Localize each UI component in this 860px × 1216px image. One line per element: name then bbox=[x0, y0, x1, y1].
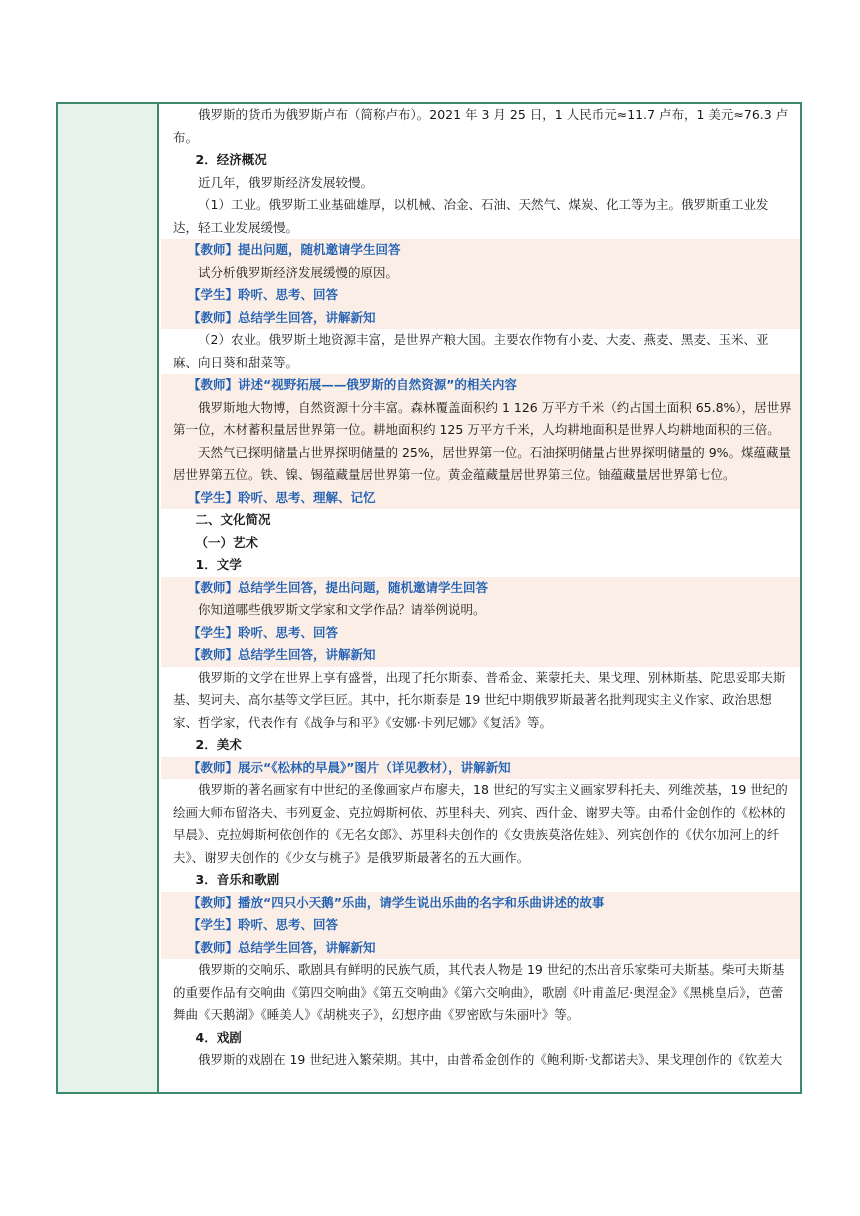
paragraph: 近几年，俄罗斯经济发展较慢。 bbox=[198, 174, 374, 190]
content-cell bbox=[161, 104, 800, 1092]
section-heading: 2．经济概况 bbox=[195, 152, 267, 167]
section-heading: 二、文化简况 bbox=[195, 512, 271, 527]
section-heading: （一）艺术 bbox=[195, 534, 259, 550]
section-heading: 2．美术 bbox=[195, 737, 242, 752]
left-column-cell bbox=[58, 104, 159, 1092]
paragraph: （2）农业。俄罗斯土地资源丰富，是世界产粮大国。主要农作物有小麦、大麦、燕麦、黑麦、玉米、亚麻、向日葵和甜菜等。 bbox=[173, 332, 769, 370]
section-heading: 1．文学 bbox=[195, 557, 242, 572]
teacher-note: 【学生】聆听、思考、回答 bbox=[161, 622, 800, 645]
teacher-note: 【教师】提出问题，随机邀请学生回答 bbox=[161, 239, 800, 262]
teacher-note: 【学生】聆听、思考、回答 bbox=[161, 914, 800, 937]
paragraph: 俄罗斯的交响乐、歌剧具有鲜明的民族气质，其代表人物是 19 世纪的杰出音乐家柴可夫斯基。柴可夫斯基的重要作品有交响曲《第四交响曲》《第五交响曲》《第六交响曲》，歌剧《叶甫盖尼·奥涅金》《黑桃皇后》，芭蕾舞曲《天鹅湖》《睡美人》《胡桃夹子》，幻想序曲《罗密欧与朱丽叶》等。 bbox=[173, 962, 785, 1022]
paragraph: （1）工业。俄罗斯工业基础雄厚，以机械、冶金、石油、天然气、煤炭、化工等为主。俄罗斯重工业发达，轻工业发展缓慢。 bbox=[173, 197, 769, 235]
paragraph: 你知道哪些俄罗斯文学家和文学作品？请举例说明。 bbox=[161, 599, 800, 622]
paragraph: 试分析俄罗斯经济发展缓慢的原因。 bbox=[161, 262, 800, 285]
teacher-note: 【学生】聆听、思考、回答 bbox=[161, 284, 800, 307]
section-heading: 3．音乐和歌剧 bbox=[195, 872, 280, 887]
teacher-note: 【教师】总结学生回答，讲解新知 bbox=[161, 644, 800, 667]
paragraph: 俄罗斯的著名画家有中世纪的圣像画家卢布廖夫，18 世纪的写实主义画家罗科托夫、列维茨基，19 世纪的绘画大师布留洛夫、韦列夏金、克拉姆斯柯依、苏里科夫、列宾、西什金、谢罗夫等。由希什金创作的《松林的早晨》、克拉姆斯柯依创作的《无名女郎》、苏里科夫创作的《女贵族莫洛佐娃》、列宾创作的《伏尔加河上的纤夫》、谢罗夫创作的《少女与桃子》是俄罗斯最著名的五大画作。 bbox=[173, 782, 788, 865]
paragraph: 天然气已探明储量占世界探明储量的 25%，居世界第一位。石油探明储量占世界探明储量的 9%。煤蕴藏量居世界第五位。铁、镍、锡蕴藏量居世界第一位。黄金蕴藏量居世界第三位。铀蕴藏量居世界第七位。 bbox=[161, 442, 800, 487]
lesson-table bbox=[56, 102, 802, 1094]
teacher-note: 【教师】播放“四只小天鹅”乐曲，请学生说出乐曲的名字和乐曲讲述的故事 bbox=[161, 892, 800, 915]
teacher-note: 【教师】展示“《松林的早晨》”图片（详见教材），讲解新知 bbox=[161, 757, 800, 780]
section-heading: 4．戏剧 bbox=[195, 1029, 242, 1045]
paragraph: 俄罗斯的文学在世界上享有盛誉，出现了托尔斯泰、普希金、莱蒙托夫、果戈理、别林斯基、陀思妥耶夫斯基、契诃夫、高尔基等文学巨匠。其中，托尔斯泰是 19 世纪中期俄罗斯最著名批判现实主义作家、政治思想家、哲学家，代表作有《战争与和平》《安娜·卡列尼娜》《复活》等。 bbox=[173, 669, 786, 730]
teacher-note: 【学生】聆听、思考、理解、记忆 bbox=[161, 487, 800, 510]
paragraph: 俄罗斯的戏剧在 19 世纪进入繁荣期。其中，由普希金创作的《鲍利斯·戈都诺夫》、果戈理创作的《钦差大 bbox=[198, 1052, 783, 1067]
paragraph: 俄罗斯地大物博，自然资源十分丰富。森林覆盖面积约 1 126 万平方千米（约占国土面积 65.8%），居世界第一位，木材蓄积量居世界第一位。耕地面积约 125 万平方千米，人均耕地面积是世界人均耕地面积的三倍。 bbox=[161, 397, 800, 442]
teacher-note: 【教师】讲述“视野拓展——俄罗斯的自然资源”的相关内容 bbox=[161, 374, 800, 397]
paragraph: 俄罗斯的货币为俄罗斯卢布（简称卢布）。2021 年 3 月 25 日，1 人民币元≈11.7 卢布，1 美元≈76.3 卢布。 bbox=[173, 107, 789, 145]
teacher-note: 【教师】总结学生回答，讲解新知 bbox=[161, 937, 800, 960]
teacher-note: 【教师】总结学生回答，讲解新知 bbox=[161, 307, 800, 330]
teacher-note: 【教师】总结学生回答，提出问题，随机邀请学生回答 bbox=[161, 577, 800, 600]
